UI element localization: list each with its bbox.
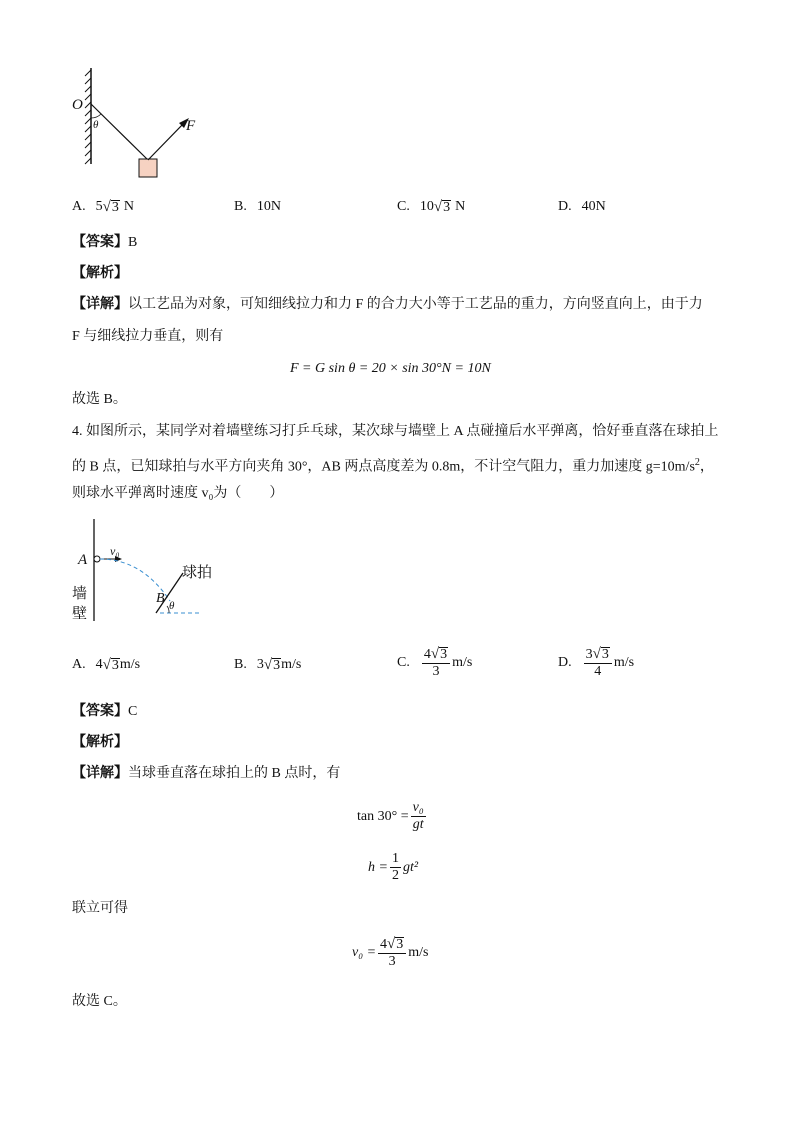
coef: 4 [423,647,431,662]
q3-option-a [72,198,134,216]
option-letter: B. [234,199,247,214]
detail-label: 【详解】 [72,297,128,312]
q4-stem-line-3: 则球水平弹离时速度 v₀为（ ） [72,486,284,501]
radicand: 3 [273,658,281,673]
label-O: O [72,97,83,113]
q3-answer [72,234,137,252]
q4-equation-2 [368,851,418,884]
option-letter: D. [558,655,572,670]
unit: m/s [452,655,473,670]
label-B: B [156,591,165,606]
label-paddle: 球拍 [182,565,213,581]
option-letter: A. [72,657,86,672]
radicand: 3 [111,200,119,215]
answer-value: C [128,704,138,719]
option-letter: D. [558,199,572,214]
sqrt: √ 3 [102,657,119,673]
coef: 4 [380,937,388,952]
q3-detail-line-1 [72,296,703,314]
q3-equation: F = G sin θ = 20 × sin 30°N = 10N [290,361,491,376]
ball [94,556,100,562]
option-letter: B. [234,657,247,672]
superscript: 2 [694,457,700,468]
q4-option-a [72,656,140,674]
numerator: 1 [391,851,399,866]
fraction [422,646,450,680]
option-text: 40N [581,199,606,214]
fraction [584,646,612,680]
detail-label: 【详解】 [72,766,128,781]
label-theta-q4: θ [169,600,175,612]
option-letter: A. [72,199,86,214]
q3-option-c [397,198,465,216]
q4-option-d [558,646,634,680]
sqrt: √ 3 [592,646,609,662]
q4-equation-3 [352,936,429,970]
label-A: A [78,552,88,568]
q3-option-d [558,198,606,216]
unit: N [455,199,466,214]
unit: m/s [119,657,141,672]
sqrt: √ 3 [433,199,451,215]
coef: 3 [256,657,264,672]
q3-conclusion: 故选 B。 [72,392,127,407]
q4-answer [72,703,137,721]
label-wall-1: 墙 [72,586,88,602]
coef: 5 [95,199,103,214]
q3-option-b [234,198,281,216]
denominator: 4 [594,664,602,679]
q3-analysis-label: 【解析】 [72,266,128,281]
sqrt: √ 3 [102,199,119,215]
sqrt: √ 3 [387,936,404,952]
denominator: gt [412,817,424,832]
fraction [411,800,426,833]
q4-stem-line-1: 4. 如图所示，某同学对着墙壁练习打乒乓球，某次球与墙壁上 A 点碰撞后水平弹离，恰好垂直落在球拍上 [72,424,719,439]
q4-detail-line [72,765,340,783]
numerator [422,646,450,664]
numerator: v₀ [412,800,424,815]
radicand: 3 [601,647,609,662]
radicand: 3 [396,937,404,952]
answer-label: 【答案】 [72,235,128,250]
numerator [378,936,406,954]
coef: 10 [419,199,434,214]
q4-analysis-label: 【解析】 [72,735,128,750]
radicand: 3 [443,200,451,215]
q4-conclusion: 故选 C。 [72,994,127,1009]
label-v0: v₀ [110,544,120,558]
eq-rhs: gt² [402,859,419,875]
stem-text: 的 B 点，已知球拍与水平方向夹角 30°，AB 两点高度差为 0.8m，不计空气阻力，重力加速度 g=10m/s [72,459,695,475]
coef: 4 [95,657,103,672]
q4-option-b [234,656,301,674]
label-wall-2: 壁 [72,606,88,622]
eq-lhs: tan 30° = [357,808,409,824]
force-arrow-line [148,122,185,160]
answer-label: 【答案】 [72,704,128,719]
answer-value: B [128,235,138,250]
detail-text: 以工艺品为对象，可知细线拉力和力 F 的合力大小等于工艺品的重力，方向竖直向上，由于力 [128,297,703,312]
sqrt: √ 3 [430,646,448,662]
radicand: 3 [440,647,448,662]
option-letter: C. [397,199,410,214]
denominator: 2 [391,868,399,883]
label-theta-q3: θ [93,119,99,131]
radicand: 3 [111,658,119,673]
label-F: F [186,118,196,134]
string-line [91,104,148,160]
denominator: 3 [388,954,396,969]
q4-option-c [397,646,472,680]
fraction [378,936,406,970]
option-text: 10N [256,199,281,214]
q3-detail-line-2: F 与细线拉力垂直，则有 [72,329,224,344]
q4-stem-line-2 [72,454,714,477]
fraction [390,851,401,884]
block [139,159,157,177]
unit: m/s [281,657,302,672]
q4-equation-1 [357,800,428,833]
eq-lhs: v₀ = [352,945,377,960]
unit: N [123,199,134,214]
detail-text: 当球垂直落在球拍上的 B 点时，有 [128,766,341,781]
stem-text-post: ， [699,459,714,475]
q4-combine-text: 联立可得 [72,901,128,916]
numerator [584,646,612,664]
unit: m/s [408,945,429,960]
denominator: 3 [432,664,440,679]
sqrt: √ 3 [263,657,281,673]
option-letter: C. [397,655,410,670]
coef: 3 [585,647,593,662]
eq-lhs: h = [368,859,388,875]
unit: m/s [613,655,635,670]
wall-hatching [85,70,91,164]
